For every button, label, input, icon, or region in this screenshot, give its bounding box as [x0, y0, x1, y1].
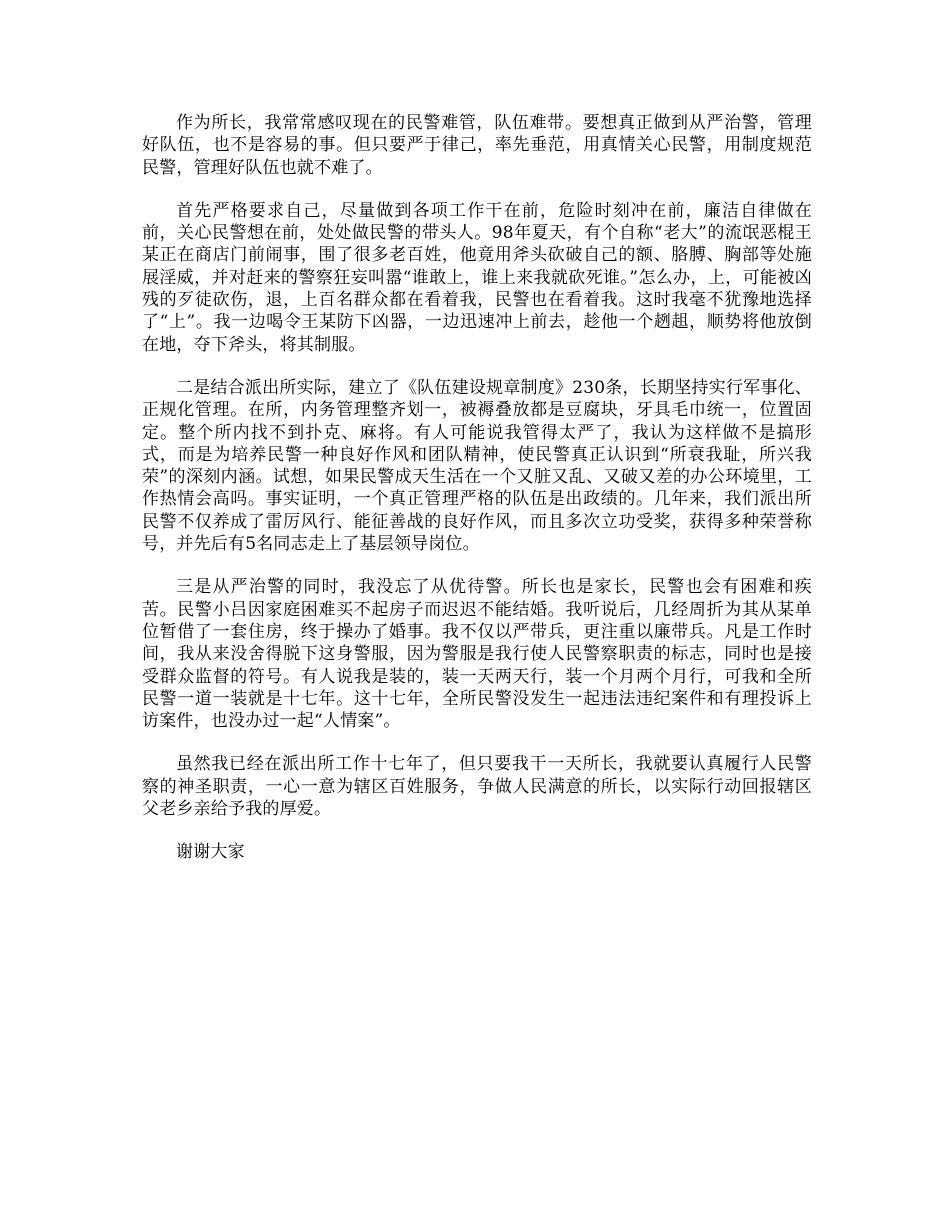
closing-thanks: 谢谢大家: [176, 842, 245, 863]
document-body: [142, 112, 812, 864]
paragraph-intro: 作为所长，我常常感叹现在的民警难管，队伍难带。要想真正做到从严治警，管理好队伍，也不是容易的事。但只要严于律己，率先垂范，用真情关心民警，用制度规范民警，管理好队伍也就不难了。: [142, 113, 812, 178]
paragraph-conclusion: 虽然我已经在派出所工作十七年了，但只要我干一天所长，我就要认真履行人民警察的神圣职责，一心一意为辖区百姓服务，争做人民满意的所长，以实际行动回报辖区父老乡亲给予我的厚爱。: [142, 754, 812, 820]
paragraph-care-for-police: 三是从严治警的同时，我没忘了从优待警。所长也是家长，民警也会有困难和疾苦。民警小吕因家庭困难买不起房子而迟迟不能结婚。我听说后，几经周折为其从某单位暂借了一套住房，终于操办了婚事。我不仅以严带兵，更注重以廉带兵。凡是工作时间，我从来没舍得脱下这身警服，因为警服是我行使人民警察职责的标志，同时也是接受群众监督的符号。有人说我是装的，装一天两天行，装一个月两个月行，可我和全所民警一道一装就是十七年。这十七年，全所民警没发生一起违法违纪案件和有理投诉上访案件，也没办过一起“人情案”。: [142, 577, 812, 732]
paragraph-self-discipline: 首先严格要求自己，尽量做到各项工作干在前，危险时刻冲在前，廉洁自律做在前，关心民警想在前，处处做民警的带头人。98年夏天，有个自称“老大”的流氓恶棍王某正在商店门前闹事，围了很多老百姓，他竟用斧头砍破自己的额、胳膊、胸部等处施展淫威，并对赶来的警察狂妄叫嚣“谁敢上，谁上来我就砍死谁。”怎么办，上，可能被凶残的歹徒砍伤，退，上百名群众都在看着我，民警也在看着我。这时我毫不犹豫地选择了“上”。我一边喝令王某防下凶器，一边迅速冲上前去，趁他一个趔趄，顺势将他放倒在地，夺下斧头，将其制服。: [142, 200, 812, 355]
paragraph-regulations: 二是结合派出所实际，建立了《队伍建设规章制度》230条，长期坚持实行军事化、正规化管理。在所，内务管理整齐划一，被褥叠放都是豆腐块，牙具毛巾统一，位置固定。整个所内找不到扑克、麻将。有人可能说我管得太严了，我认为这样做不是搞形式，而是为培养民警一种良好作风和团队精神，使民警真正认识到“所衰我耻，所兴我荣”的深刻内涵。试想，如果民警成天生活在一个又脏又乱、又破又差的办公环境里，工作热情会高吗。事实证明，一个真正管理严格的队伍是出政绩的。几年来，我们派出所民警不仅养成了雷厉风行、能征善战的良好作风，而且多次立功受奖，获得多种荣誉称号，并先后有5名同志走上了基层领导岗位。: [142, 377, 812, 555]
